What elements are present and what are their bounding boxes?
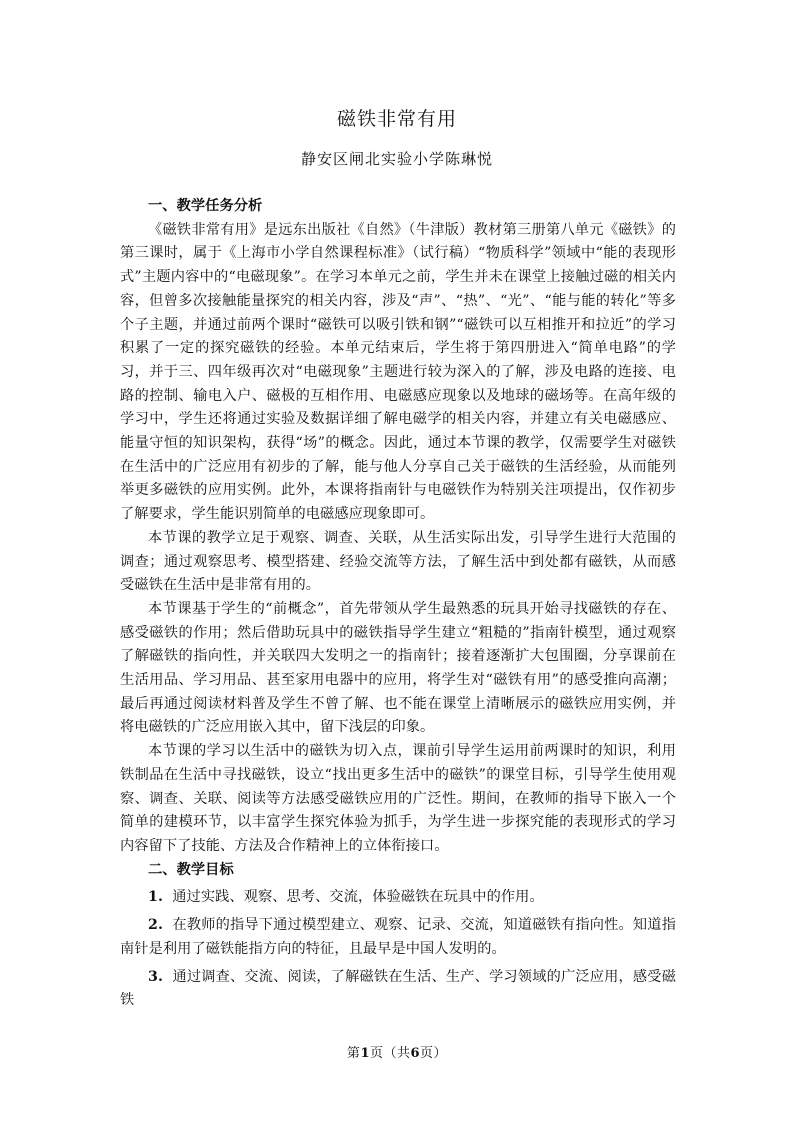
document-body: [120, 195, 676, 1013]
goal-text: 通过调查、交流、阅读，了解磁铁在生活、生产、学习领域的广泛应用，感受磁铁: [120, 968, 676, 1009]
goal-number: 2.: [148, 917, 164, 934]
goal-number: 3.: [148, 968, 164, 985]
paragraph: 本节课的学习以生活中的磁铁为切入点，课前引导学生运用前两课时的知识，利用铁制品在生活中寻找磁铁，设立“找出更多生活中的磁铁”的课堂目标，引导学生使用观察、调查、关联、阅读等方法感受磁铁应用的广泛性。期间，在教师的指导下嵌入一个简单的建模环节，以丰富学生探究体验为抓手，为学生进一步探究能的表现形式的学习内容留下了技能、方法及合作精神上的立体衔接口。: [120, 743, 676, 854]
document-title: 磁铁非常有用: [336, 108, 457, 130]
footer-prefix: 第: [346, 1046, 361, 1061]
paragraph: 《磁铁非常有用》是远东出版社《自然》（牛津版）教材第三册第八单元《磁铁》的第三课时，属于《上海市小学自然课程标准》（试行稿）“物质科学”领域中“能的表现形式”主题内容中的“电磁现象”。在学习本单元之前，学生并未在课堂上接触过磁的相关内容，但曾多次接触能量探究的相关内容，涉及“声”、“热”、“光”、“能与能的转化”等多个子主题，并通过前两个课时“磁铁可以吸引铁和钢”“磁铁可以互相推开和拉近”的学习积累了一定的探究磁铁的经验。本单元结束后，学生将于第四册进入“简单电路”的学习，并于三、四年级再次对“电磁现象”主题进行较为深入的了解，涉及电路的连接、电路的控制、输电入户、磁极的互相作用、电磁感应现象以及地球的磁场等。在高年级的学习中，学生还将通过实验及数据详细了解电磁学的相关内容，并建立有关电磁感应、能量守恒的知识架构，获得“场”的概念。因此，通过本节课的教学，仅需要学生对磁铁在生活中的广泛应用有初步的了解，能与他人分享自己关于磁铁的生活经验，从而能列举更多磁铁的应用实例。此外，本课将指南针与电磁铁作为特别关注项提出，仅作初步了解要求，学生能识别简单的电磁感应现象即可。: [120, 221, 676, 523]
goal-text: 通过实践、观察、思考、交流，体验磁铁在玩具中的作用。: [172, 889, 544, 906]
page-number: 1: [360, 1046, 370, 1061]
footer-middle: 页（共: [369, 1046, 411, 1061]
paragraph: 本节课基于学生的“前概念”，首先带领从学生最熟悉的玩具开始寻找磁铁的存在、感受磁铁的作用；然后借助玩具中的磁铁指导学生建立“粗糙的”指南针模型，通过观察了解磁铁的指向性，并关联四大发明之一的指南针；接着逐渐扩大包围圈，分享课前在生活用品、学习用品、甚至家用电器中的应用，将学生对“磁铁有用”的感受推向高潮；最后再通过阅读材料普及学生不曾了解、也不能在课堂上清晰展示的磁铁应用实例，并将电磁铁的广泛应用嵌入其中，留下浅层的印象。: [120, 600, 676, 736]
goal-item: [120, 962, 676, 1013]
section-heading-analysis: 一、教学任务分析: [148, 198, 263, 214]
page-total: 6: [410, 1046, 421, 1061]
goal-text: 在教师的指导下通过模型建立、观察、记录、交流，知道磁铁有指向性。知道指南针是利用了磁铁能指方向的特征，且最早是中国人发明的。: [120, 917, 676, 957]
footer-suffix: 页）: [420, 1046, 448, 1061]
goal-item: [120, 882, 676, 910]
document-author: 静安区闸北实验小学陈琳悦: [300, 150, 493, 168]
goal-item: [120, 910, 676, 961]
section-heading-goals: 二、教学目标: [148, 861, 234, 878]
goal-number: 1.: [148, 889, 164, 906]
paragraph: 本节课的教学立足于观察、调查、关联，从生活实际出发，引导学生进行大范围的调查；通过观察思考、模型搭建、经验交流等方法，了解生活中到处都有磁铁，从而感受磁铁在生活中是非常有用的。: [120, 529, 676, 594]
page-footer: [0, 1042, 794, 1061]
